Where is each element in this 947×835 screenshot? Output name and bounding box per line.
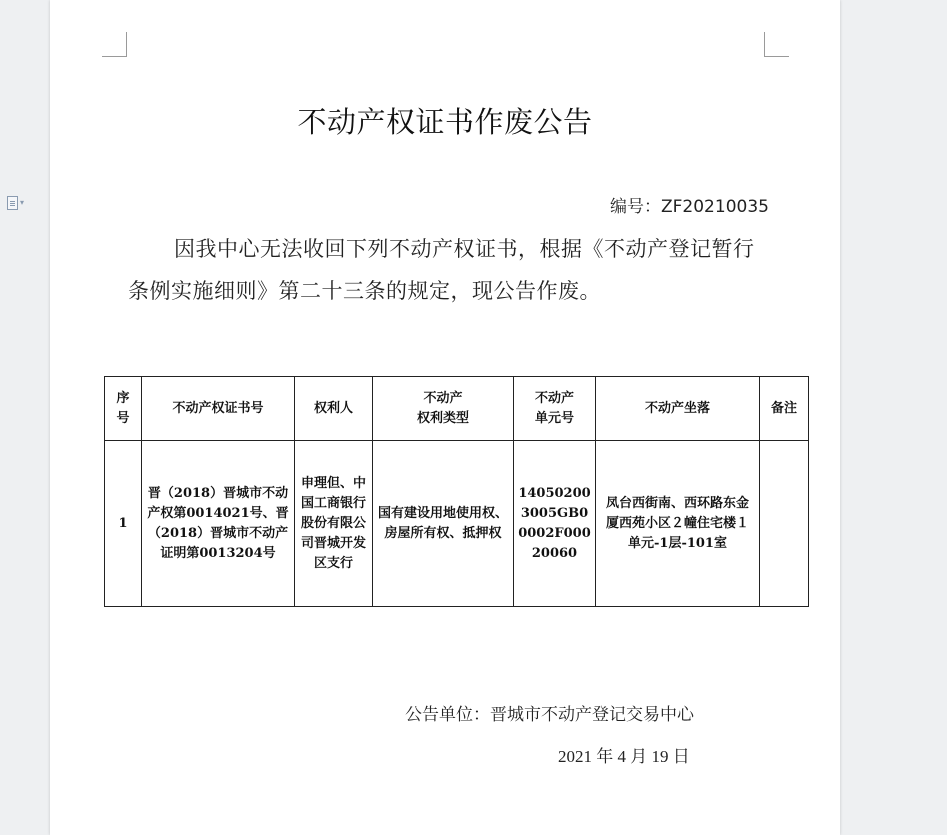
header-location: 不动产坐落 — [596, 377, 760, 441]
document-number: 编号：ZF20210035 — [610, 197, 769, 217]
document-icon[interactable] — [7, 195, 35, 211]
signature-unit: 公告单位：晋城市不动产登记交易中心 — [405, 705, 694, 725]
body-paragraph: 因我中心无法收回下列不动产权证书，根据《不动产登记暂行条例实施细则》第二十三条的规定，现公告作废。 — [128, 237, 755, 303]
header-right-type: 不动产 权利类型 — [373, 377, 514, 441]
certificate-table — [104, 376, 809, 607]
header-unit-no: 不动产 单元号 — [514, 377, 596, 441]
header-remark: 备注 — [760, 377, 809, 441]
cell-right-type: 国有建设用地使用权、房屋所有权、抵押权 — [373, 441, 514, 607]
document-page — [50, 0, 840, 835]
signature-date: 2021 年 4 月 19 日 — [558, 747, 690, 766]
header-owner: 权利人 — [295, 377, 373, 441]
document-title: 不动产权证书作废公告 — [297, 105, 593, 139]
crop-mark-top-left — [102, 32, 127, 57]
header-index: 序 号 — [105, 377, 142, 441]
cell-remark — [760, 441, 809, 607]
cell-unit-no: 140502003005GB00002F00020060 — [514, 441, 596, 607]
cell-location: 凤台西街南、西环路东金厦西苑小区２幢住宅楼１单元-1层-101室 — [596, 441, 760, 607]
cell-index: 1 — [105, 441, 142, 607]
dropdown-arrow-icon: ▾ — [20, 198, 25, 207]
header-cert-no: 不动产权证书号 — [142, 377, 295, 441]
crop-mark-top-right — [764, 32, 789, 57]
cell-cert-no: 晋（2018）晋城市不动产权第0014021号、晋（2018）晋城市不动产证明第0013204号 — [142, 441, 295, 607]
cell-owner: 申理但、中国工商银行股份有限公司晋城开发区支行 — [295, 441, 373, 607]
table-header-row — [105, 377, 809, 441]
document-sheet-icon — [7, 196, 18, 210]
table-row — [105, 441, 809, 607]
